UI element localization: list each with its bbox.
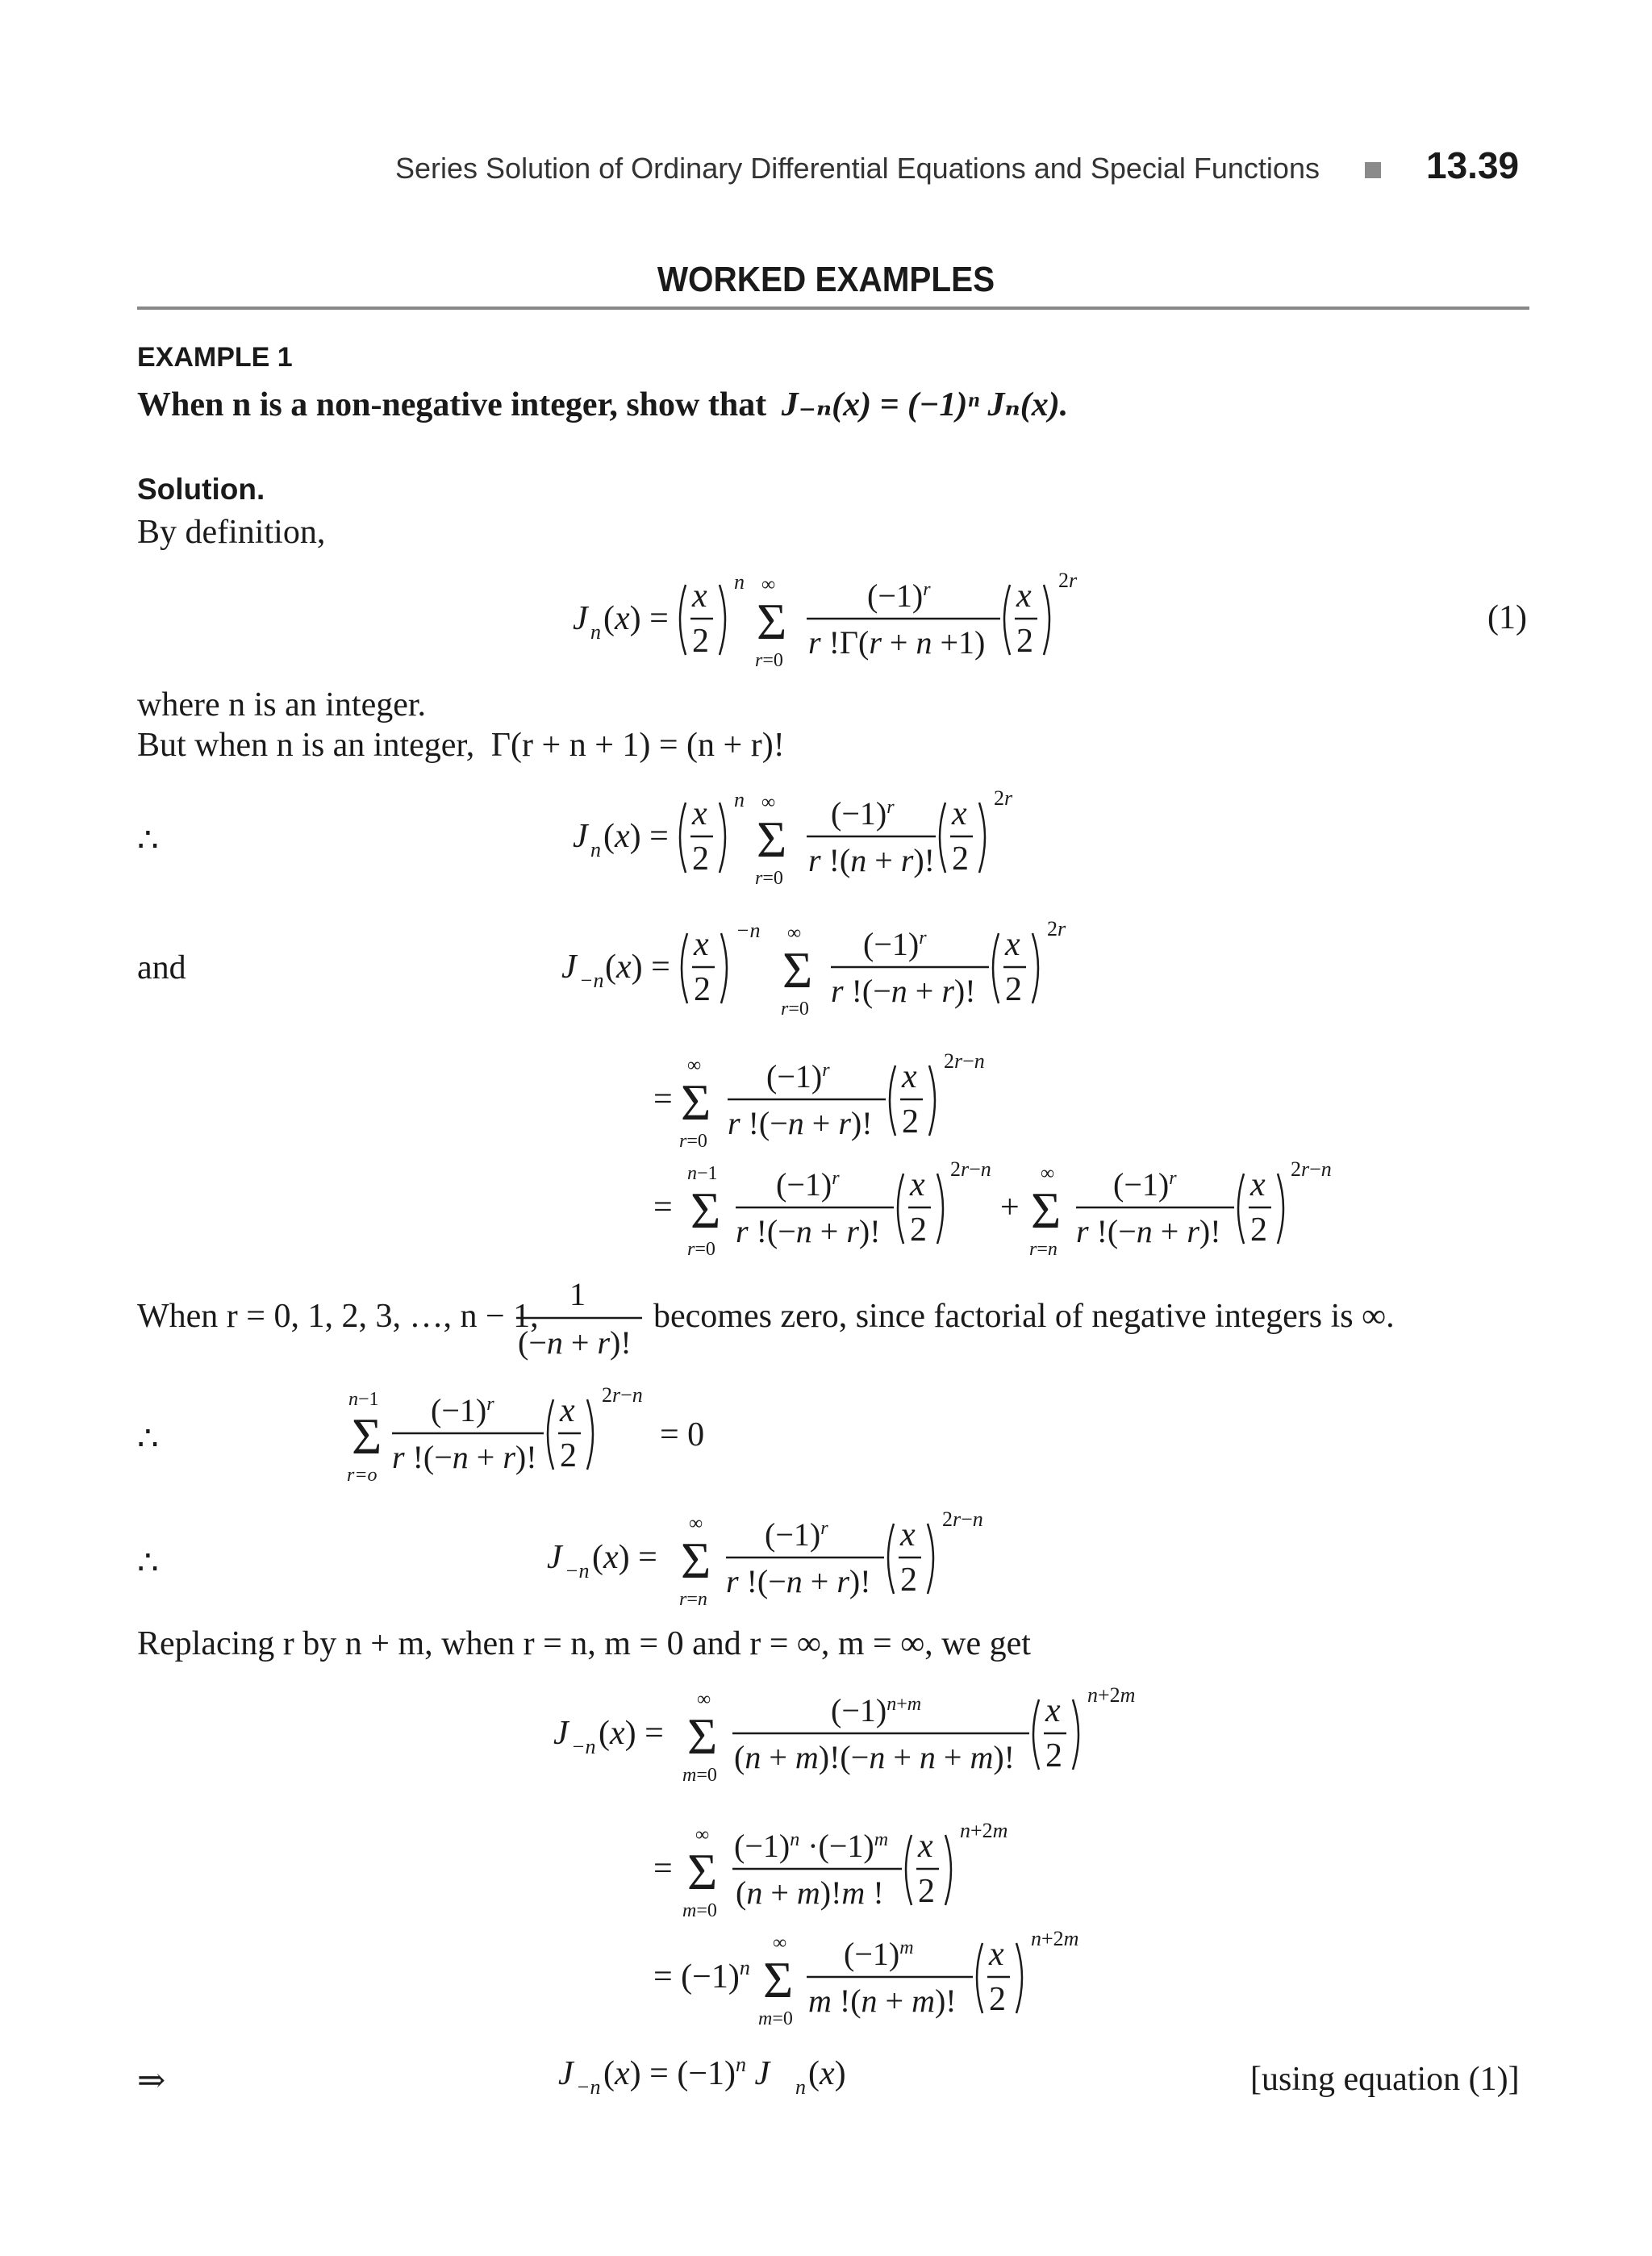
svg-text:2r: 2r <box>1047 917 1066 940</box>
by-definition-text: By definition, <box>137 514 326 551</box>
using-equation-note: [using equation (1)] <box>1250 2061 1520 2098</box>
section-title: WORKED EXAMPLES <box>657 260 995 299</box>
svg-text:n: n <box>590 620 601 644</box>
where-text: where n is an integer. <box>137 686 427 724</box>
equation-1 <box>565 565 1129 678</box>
svg-text:x: x <box>952 795 967 832</box>
svg-text:2: 2 <box>902 1103 919 1141</box>
but-when-text: But when n is an integer, <box>137 727 475 764</box>
svg-text:Σ: Σ <box>1031 1182 1062 1239</box>
svg-text:n−1: n−1 <box>687 1163 718 1184</box>
svg-text:1: 1 <box>569 1276 586 1312</box>
svg-text:r=0: r=0 <box>755 868 783 889</box>
svg-text:(−1)r: $(-1)^r$ <box>1113 1166 1177 1203</box>
svg-text:=: = <box>653 1081 673 1118</box>
svg-text:J: J <box>561 949 577 986</box>
svg-text:r !(−n + r)!: r !(−n + r)! <box>831 973 976 1009</box>
svg-text:x: x <box>900 1516 916 1553</box>
svg-text:n+2m: n+2m <box>1087 1683 1136 1707</box>
svg-text:n: n <box>734 788 745 811</box>
svg-text:r !(−n + r)!: r !(−n + r)! <box>1076 1213 1221 1249</box>
svg-text:J: J <box>547 1539 562 1576</box>
implies-symbol: ⇒ <box>137 2062 166 2100</box>
svg-text:Σ: Σ <box>690 1182 721 1239</box>
svg-text:x: x <box>989 1936 1004 1973</box>
svg-text:x: x <box>692 578 707 615</box>
svg-text:Σ: Σ <box>681 1074 711 1131</box>
svg-text:(−1)r: $(-1)^r$ <box>765 1516 828 1553</box>
svg-text:(−1)r: $(-1)^r$ <box>431 1392 494 1428</box>
svg-text:∞: ∞ <box>687 1055 702 1076</box>
svg-text:Σ: Σ <box>757 593 787 650</box>
svg-text:x: x <box>918 1828 933 1865</box>
replacing-text: Replacing r by n + m, when r = n, m = 0 and r = ∞, m = ∞, we get <box>137 1625 1031 1662</box>
svg-text:∞: ∞ <box>761 574 776 595</box>
svg-text:Σ: Σ <box>352 1407 382 1465</box>
svg-text:2: 2 <box>989 1981 1006 2018</box>
equation-expanded-sign <box>645 1815 1129 1928</box>
svg-text:x: x <box>910 1166 925 1203</box>
header-square-icon <box>1365 162 1381 178</box>
svg-text:2: 2 <box>692 623 709 660</box>
fraction-one-over-factorial <box>513 1273 650 1370</box>
svg-text:r=n: r=n <box>1029 1239 1058 1260</box>
svg-text:(−n + r)!: (−n + r)! <box>518 1324 632 1361</box>
svg-text:(−1)r: $(-1)^r$ <box>867 578 931 614</box>
svg-text:n−1: n−1 <box>348 1389 379 1410</box>
svg-text:(x) =: (x) = <box>603 818 669 855</box>
equation-factored <box>645 1923 1129 2036</box>
svg-text:x: x <box>1045 1692 1061 1729</box>
svg-text:Σ: Σ <box>687 1843 718 1900</box>
svg-text:Σ: Σ <box>763 1951 794 2008</box>
svg-text:J: J <box>558 2055 574 2092</box>
svg-text:r=0: r=0 <box>687 1239 715 1260</box>
svg-text:r=0: r=0 <box>679 1131 707 1152</box>
svg-text:r=o: r=o <box>347 1465 378 1486</box>
svg-text:Σ: Σ <box>681 1532 711 1589</box>
svg-text:n+2m: n+2m <box>960 1819 1008 1842</box>
svg-text:(x) = (−1)n J: $(x) = (-1)^n$ J <box>603 2053 770 2092</box>
equation-j-minus-n-reduced <box>542 1503 1026 1616</box>
svg-text:r !(n + r)!: r !(n + r)! <box>808 842 935 878</box>
section-rule <box>137 306 1529 310</box>
svg-text:= (−1)n: = $(-1)^n$ <box>653 1956 750 1995</box>
svg-text:r !(−n + r)!: r !(−n + r)! <box>392 1439 537 1475</box>
example-label: EXAMPLE 1 <box>137 342 293 373</box>
svg-text:J: J <box>573 600 588 637</box>
equation-1-number: (1) <box>1487 599 1527 636</box>
svg-text:(−1)r: $(-1)^r$ <box>766 1058 830 1095</box>
svg-text:Σ: Σ <box>782 941 813 999</box>
svg-text:(x) =: (x) = <box>599 1715 664 1752</box>
svg-text:2: 2 <box>952 840 969 878</box>
svg-text:Σ: Σ <box>687 1708 718 1765</box>
svg-text:−n: −n <box>576 2075 601 2099</box>
svg-text:2: 2 <box>918 1873 935 1910</box>
therefore-symbol-2: ∴ <box>137 1420 159 1457</box>
svg-text:−n: −n <box>736 919 761 942</box>
svg-text:m=0: m=0 <box>682 1900 717 1921</box>
svg-text:(x): (x) <box>808 2055 846 2092</box>
equation-substituted <box>549 1679 1194 1792</box>
svg-text:(x) =: (x) = <box>605 949 670 986</box>
equation-jn-factorial <box>565 782 1129 895</box>
svg-text:m=0: m=0 <box>758 2008 793 2029</box>
svg-text:=: = <box>653 1850 673 1887</box>
equation-final-result <box>553 2049 892 2113</box>
svg-text:=: = <box>653 1189 673 1226</box>
svg-text:2r−n: 2r−n <box>942 1507 983 1531</box>
svg-text:∞: ∞ <box>773 1933 787 1954</box>
svg-text:x: x <box>902 1058 917 1095</box>
svg-text:∞: ∞ <box>1041 1163 1055 1184</box>
but-when-line <box>137 726 785 765</box>
svg-text:n: n <box>590 838 601 861</box>
svg-text:2: 2 <box>560 1437 577 1474</box>
svg-text:2r−n: 2r−n <box>1291 1157 1332 1181</box>
but-when-math: Γ(r + n + 1) = (n + r)! <box>490 727 785 764</box>
solution-label: Solution. <box>137 473 265 506</box>
therefore-symbol-3: ∴ <box>137 1545 159 1582</box>
equation-partial-sum-zero <box>339 1379 742 1492</box>
svg-text:r=0: r=0 <box>781 999 809 1020</box>
svg-text:+: + <box>1000 1189 1020 1226</box>
svg-text:(n + m)!(−n + n + m)!: (n + m)!(−n + n + m)! <box>734 1739 1015 1775</box>
svg-text:= 0: = 0 <box>660 1416 705 1453</box>
statement-math: J₋ₙ(x) = (−1)ⁿ Jₙ(x). <box>781 386 1069 423</box>
svg-text:r=0: r=0 <box>755 650 783 671</box>
svg-text:2: 2 <box>694 971 711 1008</box>
svg-text:−n: −n <box>565 1559 590 1583</box>
svg-text:2: 2 <box>900 1562 917 1599</box>
running-title: Series Solution of Ordinary Differential Equations and Special Functions <box>395 152 1320 185</box>
svg-text:r !(−n + r)!: r !(−n + r)! <box>736 1213 881 1249</box>
statement-prefix: When n is a non-negative integer, show that <box>137 386 767 423</box>
svg-text:−n: −n <box>579 969 604 992</box>
svg-text:n: n <box>795 2075 806 2099</box>
svg-text:2: 2 <box>1005 971 1022 1008</box>
svg-text:2: 2 <box>1250 1211 1267 1249</box>
svg-text:(x) =: (x) = <box>603 600 669 637</box>
svg-text:(−1)r: $(-1)^r$ <box>863 926 927 962</box>
svg-text:(−1)r: $(-1)^r$ <box>831 795 895 832</box>
svg-text:x: x <box>1005 926 1020 963</box>
svg-text:r !(−n + r)!: r !(−n + r)! <box>728 1105 873 1141</box>
page-number: 13.39 <box>1426 144 1520 186</box>
svg-text:∞: ∞ <box>761 792 776 813</box>
svg-text:r !Γ(r + n +1): r !Γ(r + n +1) <box>808 624 986 661</box>
svg-text:x: x <box>694 926 709 963</box>
svg-text:J: J <box>573 818 588 855</box>
svg-text:2: 2 <box>1045 1737 1062 1774</box>
svg-text:(−1)n ·(−1)m: $(-1)^n \cdot(-1)^m$ <box>734 1828 889 1864</box>
svg-text:r=n: r=n <box>679 1589 707 1610</box>
svg-text:x: x <box>692 795 707 832</box>
equation-sum-2r-minus-n <box>645 1045 1049 1158</box>
svg-text:2: 2 <box>910 1211 927 1249</box>
svg-text:2r−n: 2r−n <box>950 1157 991 1181</box>
and-label: and <box>137 949 186 986</box>
svg-text:2r−n: 2r−n <box>944 1049 985 1073</box>
svg-text:(−1)r: $(-1)^r$ <box>776 1166 840 1203</box>
svg-text:∞: ∞ <box>697 1689 711 1710</box>
equation-split-sums <box>645 1153 1371 1266</box>
svg-text:2r: 2r <box>1058 569 1078 592</box>
svg-text:m !(n + m)!: m !(n + m)! <box>808 1983 957 2019</box>
svg-text:∞: ∞ <box>695 1824 710 1845</box>
svg-text:∞: ∞ <box>689 1513 703 1534</box>
svg-text:n: n <box>734 570 745 594</box>
svg-text:2r: 2r <box>994 786 1013 810</box>
becomes-zero-text: becomes zero, since factorial of negative integers is ∞. <box>653 1298 1395 1335</box>
therefore-symbol-1: ∴ <box>137 822 159 859</box>
svg-text:m=0: m=0 <box>682 1765 717 1786</box>
svg-text:Σ: Σ <box>757 811 787 868</box>
svg-text:(−1)n+m: $(-1)^{n+m}$ <box>831 1692 922 1728</box>
svg-text:2r−n: 2r−n <box>602 1383 643 1407</box>
svg-text:(−1)m: $(-1)^m$ <box>844 1936 914 1972</box>
example-statement <box>137 384 1068 424</box>
svg-text:J: J <box>553 1715 569 1752</box>
svg-text:(n + m)!m !: (n + m)!m ! <box>736 1874 884 1911</box>
svg-text:(x) =: (x) = <box>592 1539 657 1576</box>
svg-text:−n: −n <box>571 1735 596 1758</box>
when-r-text: When r = 0, 1, 2, 3, …, n − 1, <box>137 1298 539 1335</box>
svg-text:x: x <box>560 1392 575 1429</box>
equation-j-minus-n <box>553 913 1118 1026</box>
svg-text:r !(−n + r)!: r !(−n + r)! <box>726 1563 871 1599</box>
svg-text:2: 2 <box>692 840 709 878</box>
svg-text:x: x <box>1016 578 1032 615</box>
svg-text:x: x <box>1250 1166 1266 1203</box>
svg-text:n+2m: n+2m <box>1031 1927 1079 1950</box>
svg-text:∞: ∞ <box>787 923 802 944</box>
svg-text:2: 2 <box>1016 623 1033 660</box>
